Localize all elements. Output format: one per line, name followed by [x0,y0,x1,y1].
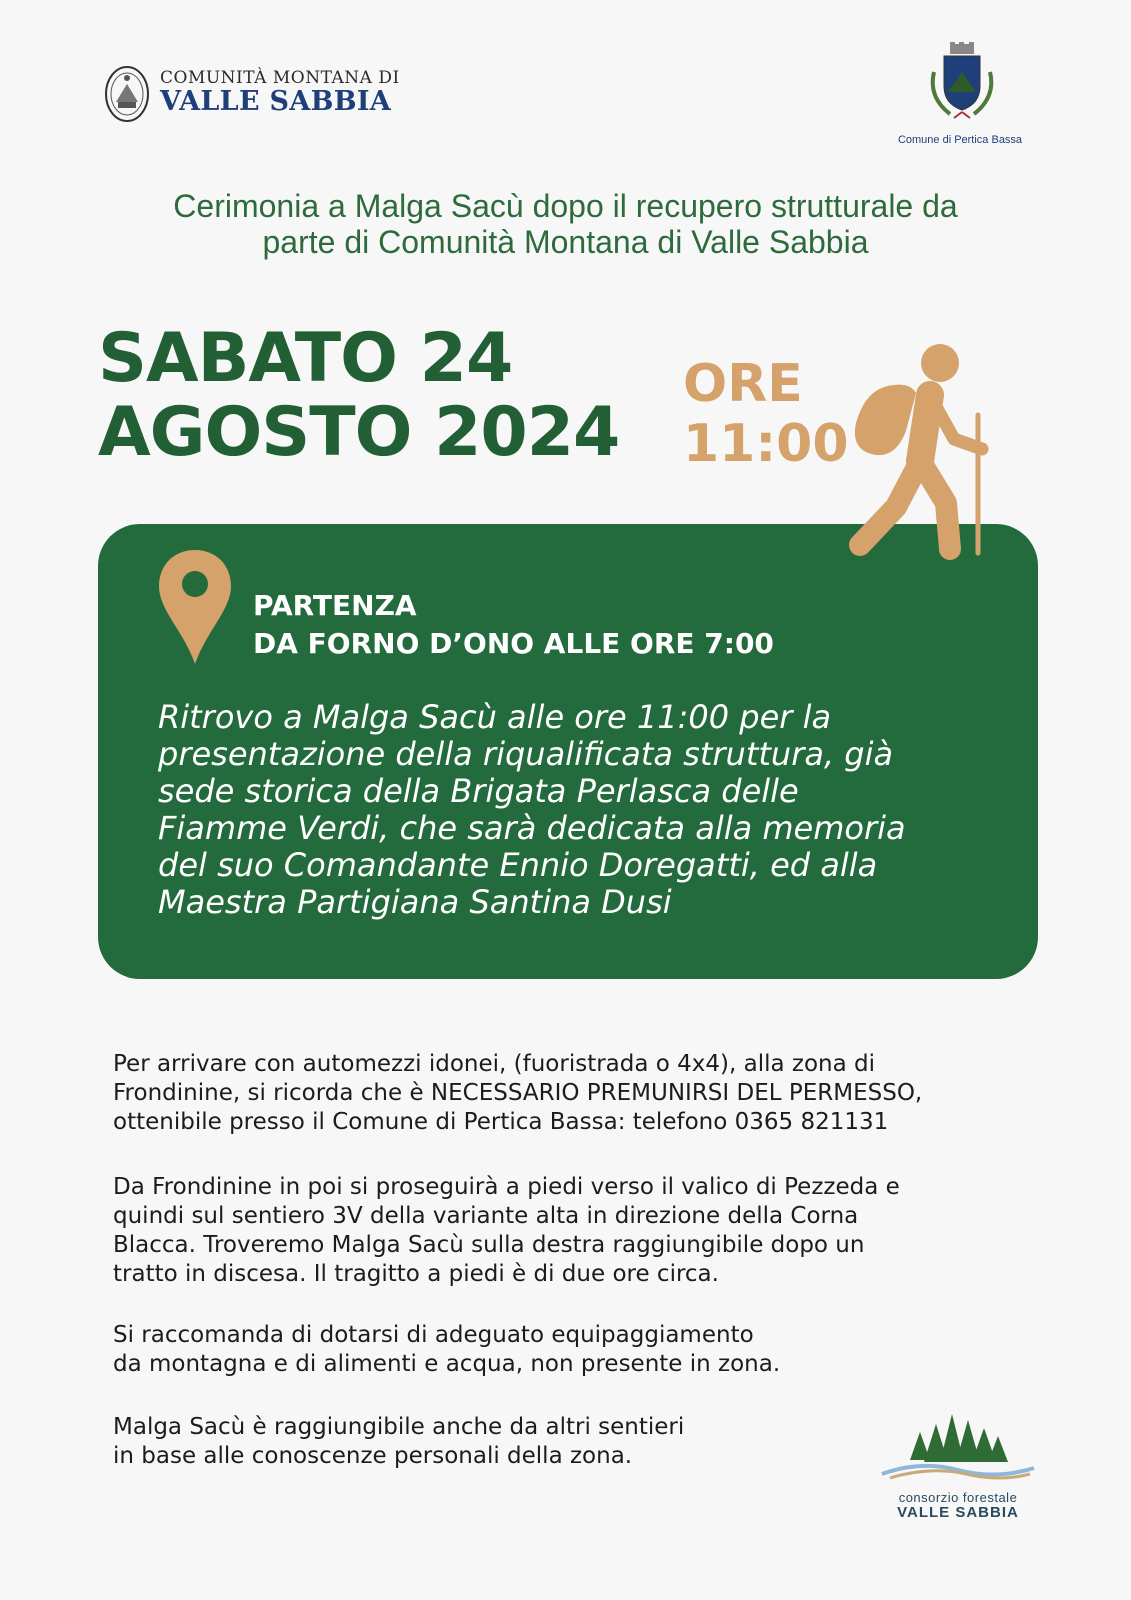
meeting-line: Ritrovo a Malga Sacù alle ore 11:00 per la [158,698,832,736]
paragraph-line: in base alle conoscenze personali della zona. [113,1443,633,1469]
vehicle-permit-paragraph [113,1050,1033,1137]
meeting-line: Maestra Partigiana Santina Dusi [158,883,672,921]
meeting-line: del suo Comandante Ennio Doregatti, ed alla [158,846,878,884]
hiker-icon [848,343,1018,571]
event-date-line1: SABATO 24 [98,319,513,398]
departure-label: PARTENZA [253,589,417,622]
consorzio-line1: consorzio forestale [898,1490,1018,1505]
route-paragraph [113,1173,1033,1289]
comunita-montana-line1: COMUNITÀ MONTANA DI [160,68,400,88]
comunita-montana-line2: VALLE SABBIA [160,86,392,117]
paragraph-line: ottenibile presso il Comune di Pertica Bassa: telefono 0365 821131 [113,1109,889,1135]
subtitle-line2: parte di Comunità Montana di Valle Sabbia [262,224,869,260]
equipment-paragraph [113,1321,1033,1379]
event-time-value: 11:00 [683,414,849,474]
subtitle-line1: Cerimonia a Malga Sacù dopo il recupero strutturale da [173,188,958,224]
meeting-line: sede storica della Brigata Perlasca delle [158,772,799,810]
forest-trees-icon [880,1410,1036,1482]
paragraph-line: quindi sul sentiero 3V della variante alta in direzione della Corna [113,1203,859,1229]
paragraph-line: Per arrivare con automezzi idonei, (fuoristrada o 4x4), alla zona di [113,1051,876,1077]
meeting-description [158,699,1008,921]
comunita-montana-logo [104,62,404,128]
event-date-line2: AGOSTO 2024 [98,393,620,472]
meeting-line: Fiamme Verdi, che sarà dedicata alla memoria [158,809,906,847]
meeting-line: presentazione della riqualificata struttura, già [158,735,894,773]
consorzio-line2: VALLE SABBIA [897,1504,1019,1521]
paragraph-line: tratto in discesa. Il tragitto a piedi è di due ore circa. [113,1261,719,1287]
paragraph-line: Frondinine, si ricorda che è NECESSARIO PREMUNIRSI DEL PERMESSO, [113,1080,923,1106]
event-subtitle [80,188,1051,260]
pertica-bassa-name: Comune di Pertica Bassa [897,134,1023,146]
comunita-montana-emblem-icon [104,64,150,124]
consorzio-forestale-logo [878,1410,1038,1520]
event-time-label: ORE [683,354,803,414]
paragraph-line: Da Frondinine in poi si proseguirà a piedi verso il valico di Pezzeda e [113,1174,900,1200]
paragraph-line: Malga Sacù è raggiungibile anche da altri sentieri [113,1414,685,1440]
paragraph-line: Blacca. Troveremo Malga Sacù sulla destra raggiungibile dopo un [113,1232,865,1258]
paragraph-line: da montagna e di alimenti e acqua, non presente in zona. [113,1351,781,1377]
map-pin-icon [157,548,233,666]
departure-detail: DA FORNO D’ONO ALLE ORE 7:00 [253,627,774,660]
pertica-bassa-crest-icon [924,42,1000,122]
paragraph-line: Si raccomanda di dotarsi di adeguato equipaggiamento [113,1322,754,1348]
pertica-bassa-logo [880,42,1040,152]
